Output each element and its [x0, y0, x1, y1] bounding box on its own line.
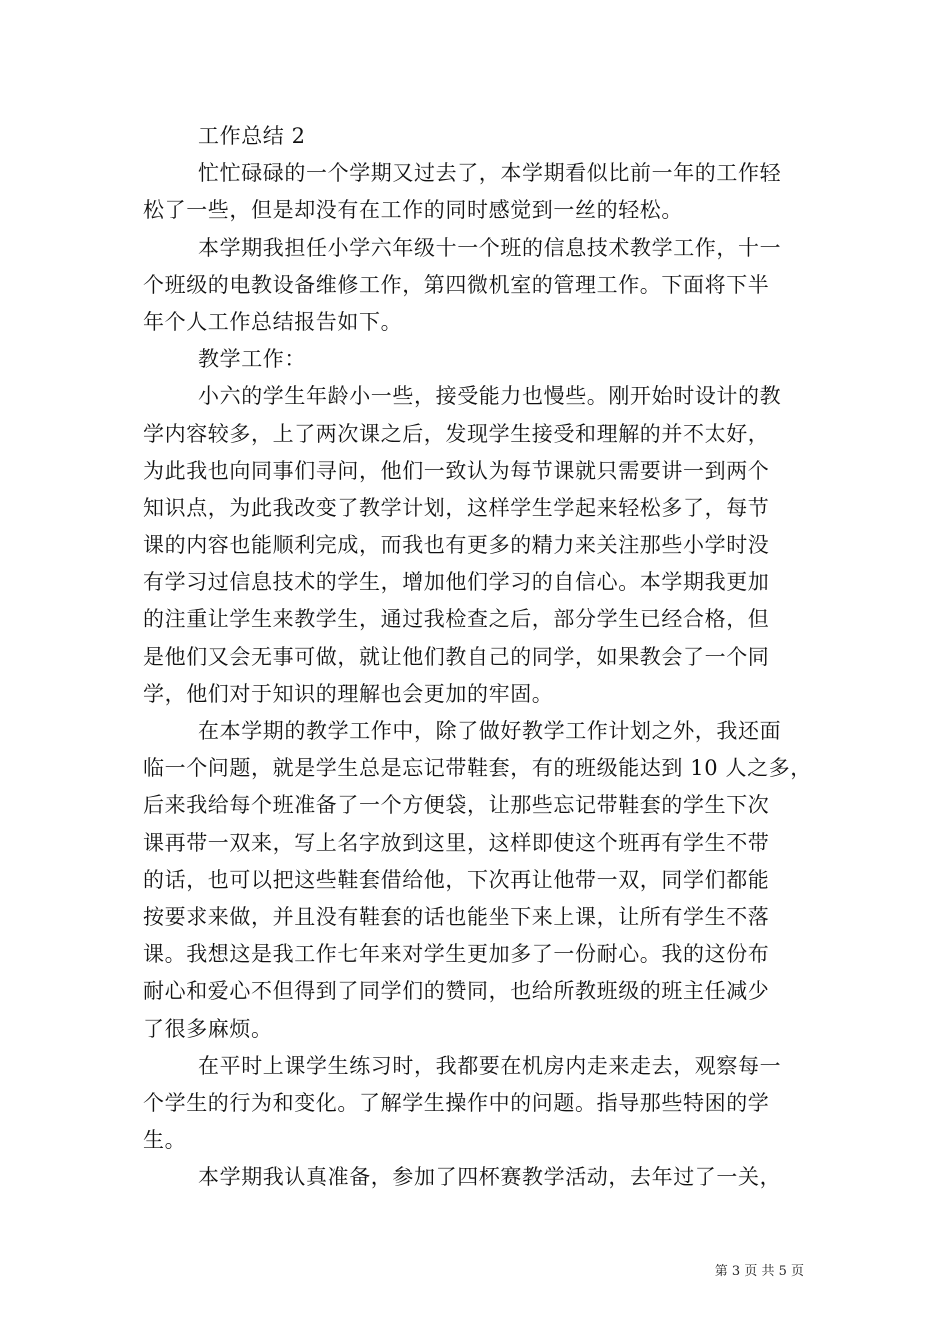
text-line: 工作总结 2 — [198, 124, 306, 148]
text-line: 耐心和爱心不但得到了同学们的赞同，也给所教班级的班主任减少 — [143, 979, 770, 1004]
page-number: 第 3 页 共 5 页 — [714, 1264, 804, 1279]
text-line: 课。我想这是我工作七年来对学生更加多了一份耐心。我的这份布 — [143, 942, 770, 967]
text-line: 知识点，为此我改变了教学计划，这样学生学起来轻松多了，每节 — [143, 495, 770, 520]
text-line: 在本学期的教学工作中，除了做好教学工作计划之外，我还面 — [198, 719, 782, 743]
text-line: 生。 — [143, 1128, 187, 1153]
text-line: 本学期我担任小学六年级十一个班的信息技术教学工作，十一 — [198, 235, 782, 260]
text-line: 课的内容也能顺利完成，而我也有更多的精力来关注那些小学时没 — [143, 533, 770, 558]
text-line: 后来我给每个班准备了一个方便袋，让那些忘记带鞋套的学生下次 — [143, 793, 770, 818]
text-line: 临一个问题，就是学生总是忘记带鞋套，有的班级能达到 10 人之多， — [143, 756, 812, 781]
text-line: 年个人工作总结报告如下。 — [143, 309, 403, 334]
text-line: 的话，也可以把这些鞋套借给他，下次再让他带一双，同学们都能 — [143, 867, 770, 892]
document-body — [143, 118, 813, 1196]
text-line: 为此我也向同事们寻问，他们一致认为每节课就只需要讲一到两个 — [143, 458, 770, 483]
text-line: 小六的学生年龄小一些，接受能力也慢些。刚开始时设计的教 — [198, 384, 782, 409]
text-line: 教学工作： — [198, 347, 306, 372]
text-line: 了很多麻烦。 — [143, 1016, 273, 1041]
text-line: 个学生的行为和变化。了解学生操作中的问题。指导那些特困的学 — [143, 1090, 770, 1115]
text-line: 本学期我认真准备，参加了四杯赛教学活动，去年过了一关， — [198, 1165, 782, 1190]
text-line: 学，他们对于知识的理解也会更加的牢固。 — [143, 681, 554, 706]
text-line: 的注重让学生来教学生，通过我检查之后，部分学生已经合格，但 — [143, 607, 770, 632]
text-line: 有学习过信息技术的学生，增加他们学习的自信心。本学期我更加 — [143, 570, 770, 595]
text-line: 在平时上课学生练习时，我都要在机房内走来走去，观察每一 — [198, 1053, 782, 1078]
text-line: 忙忙碌碌的一个学期又过去了，本学期看似比前一年的工作轻 — [198, 161, 782, 186]
text-line: 按要求来做，并且没有鞋套的话也能坐下来上课，让所有学生不落 — [143, 904, 770, 929]
text-line: 是他们又会无事可做，就让他们教自己的同学，如果教会了一个同 — [143, 644, 770, 669]
text-line: 学内容较多，上了两次课之后，发现学生接受和理解的并不太好， — [143, 421, 770, 446]
text-line: 课再带一双来，写上名字放到这里，这样即使这个班再有学生不带 — [143, 830, 770, 855]
text-line: 个班级的电教设备维修工作，第四微机室的管理工作。下面将下半 — [143, 272, 770, 297]
text-line: 松了一些，但是却没有在工作的同时感觉到一丝的轻松。 — [143, 198, 683, 223]
